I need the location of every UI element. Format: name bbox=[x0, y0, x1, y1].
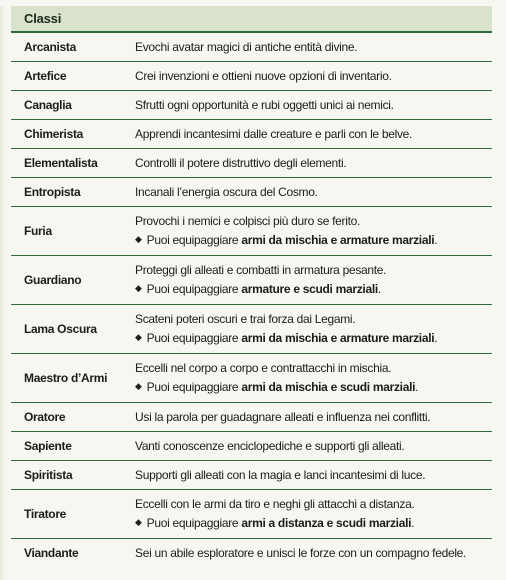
bullet-text: Puoi equipaggiare bbox=[146, 233, 239, 247]
class-name: Oratore bbox=[24, 410, 66, 424]
class-name: Furia bbox=[24, 224, 52, 238]
bullet-end: . bbox=[411, 516, 415, 530]
class-name: Spiritista bbox=[24, 468, 73, 482]
table-row bbox=[11, 62, 492, 91]
class-name: Guardiano bbox=[24, 273, 82, 287]
classes-table bbox=[11, 6, 492, 567]
equipment-note bbox=[135, 514, 492, 533]
class-name: Sapiente bbox=[24, 439, 72, 453]
bullet-bold: armature e scudi marziali bbox=[241, 282, 378, 296]
bullet-bold: armi da mischia e armature marziali bbox=[241, 233, 435, 247]
diamond-bullet-icon: ◆ bbox=[135, 234, 142, 244]
bullet-end: . bbox=[434, 233, 438, 247]
class-name: Viandante bbox=[24, 546, 79, 560]
table-row bbox=[11, 149, 492, 178]
class-description: Supporti gli alleati con la magia e lanci incantesimi di luce. bbox=[135, 467, 426, 482]
table-row bbox=[11, 539, 492, 567]
table-row bbox=[11, 403, 492, 432]
class-description: Vanti conoscenze enciclopediche e supporti gli alleati. bbox=[135, 438, 405, 453]
equipment-note bbox=[135, 378, 492, 397]
table-header bbox=[11, 6, 492, 33]
diamond-bullet-icon: ◆ bbox=[135, 517, 142, 527]
class-description: Provochi i nemici e colpisci più duro se ferito. bbox=[135, 214, 361, 228]
table-row bbox=[11, 178, 492, 207]
table-row bbox=[11, 33, 492, 62]
class-description: Usi la parola per guadagnare alleati e influenza nei conflitti. bbox=[135, 409, 431, 424]
equipment-note bbox=[135, 329, 492, 348]
bullet-end: . bbox=[415, 380, 419, 394]
page-margin-strip bbox=[0, 6, 3, 580]
header-title: Classi bbox=[24, 11, 62, 26]
class-name: Elementalista bbox=[24, 156, 98, 170]
diamond-bullet-icon: ◆ bbox=[135, 283, 142, 293]
bullet-end: . bbox=[434, 331, 438, 345]
table-row bbox=[11, 354, 492, 403]
class-description: Sei un abile esploratore e unisci le forze con un compagno fedele. bbox=[135, 545, 467, 560]
equipment-note bbox=[135, 280, 492, 299]
table-row bbox=[11, 207, 492, 256]
class-name: Lama Oscura bbox=[24, 322, 97, 336]
class-description: Scateni poteri oscuri e trai forza dai Legami. bbox=[135, 312, 356, 326]
class-name: Chimerista bbox=[24, 127, 84, 141]
bullet-bold: armi da mischia e armature marziali bbox=[241, 331, 435, 345]
bullet-bold: armi a distanza e scudi marziali bbox=[241, 516, 412, 530]
class-description: Eccelli nel corpo a corpo e contrattacchi in mischia. bbox=[135, 361, 392, 375]
bullet-text: Puoi equipaggiare bbox=[146, 516, 239, 530]
class-description: Proteggi gli alleati e combatti in armatura pesante. bbox=[135, 263, 387, 277]
table-row bbox=[11, 256, 492, 305]
class-description: Evochi avatar magici di antiche entità divine. bbox=[135, 39, 358, 54]
class-description: Apprendi incantesimi dalle creature e parli con le belve. bbox=[135, 126, 413, 141]
bullet-bold: armi da mischia e scudi marziali bbox=[241, 380, 416, 394]
class-name: Arcanista bbox=[24, 40, 76, 54]
bullet-text: Puoi equipaggiare bbox=[146, 331, 239, 345]
table-row bbox=[11, 91, 492, 120]
class-name: Entropista bbox=[24, 185, 81, 199]
bullet-text: Puoi equipaggiare bbox=[146, 282, 239, 296]
diamond-bullet-icon: ◆ bbox=[135, 381, 142, 391]
table-row bbox=[11, 305, 492, 354]
class-name: Maestro d’Armi bbox=[24, 371, 108, 385]
diamond-bullet-icon: ◆ bbox=[135, 332, 142, 342]
class-description: Incanali l’energia oscura del Cosmo. bbox=[135, 184, 318, 199]
class-description: Sfrutti ogni opportunità e rubi oggetti unici ai nemici. bbox=[135, 97, 394, 112]
table-row bbox=[11, 461, 492, 490]
class-description: Eccelli con le armi da tiro e neghi gli attacchi a distanza. bbox=[135, 497, 415, 511]
class-description: Crei invenzioni e ottieni nuove opzioni di inventario. bbox=[135, 68, 392, 83]
class-name: Artefice bbox=[24, 69, 67, 83]
table-row bbox=[11, 490, 492, 539]
bullet-text: Puoi equipaggiare bbox=[146, 380, 239, 394]
class-name: Tiratore bbox=[24, 507, 67, 521]
equipment-note bbox=[135, 231, 492, 250]
class-name: Canaglia bbox=[24, 98, 72, 112]
bullet-end: . bbox=[377, 282, 381, 296]
table-row bbox=[11, 120, 492, 149]
table-row bbox=[11, 432, 492, 461]
class-description: Controlli il potere distruttivo degli elementi. bbox=[135, 155, 347, 170]
